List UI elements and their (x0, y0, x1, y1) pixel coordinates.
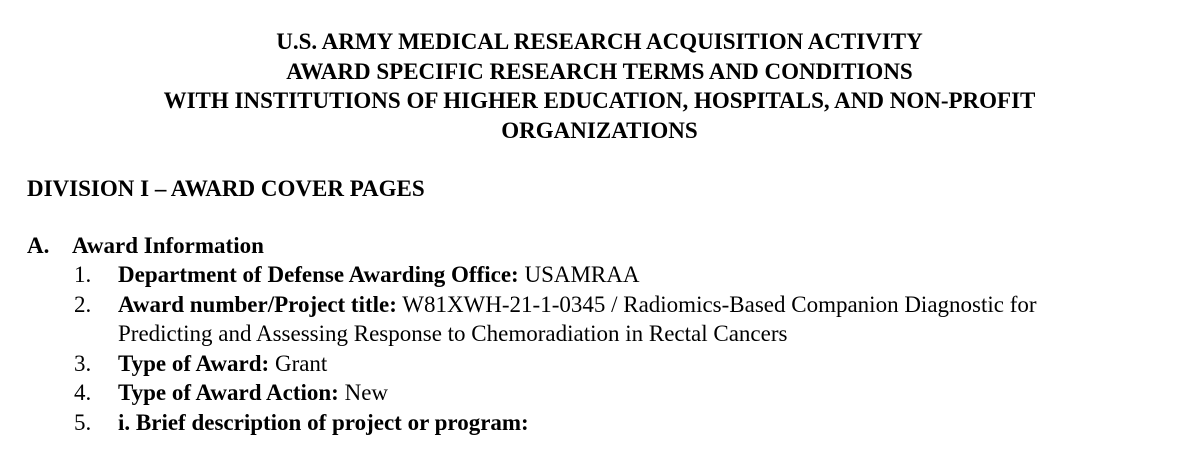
item-label: i. Brief description of project or program: (118, 409, 529, 435)
item-value: W81XWH-21-1-0345 / Radiomics-Based Companion Diagnostic for (396, 291, 1037, 317)
list-item-awarding-office (0, 260, 1199, 290)
list-item-project-description (0, 408, 1199, 438)
list-item-award-number (0, 290, 1199, 320)
item-label: Department of Defense Awarding Office: (118, 262, 519, 287)
header-line-1: U.S. ARMY MEDICAL RESEARCH ACQUISITION ACTIVITY (276, 29, 923, 54)
item-label: Type of Award: (118, 350, 270, 376)
item-value: New (338, 380, 389, 405)
item-value-continuation: Predicting and Assessing Response to Chemoradiation in Rectal Cancers (118, 321, 788, 346)
item-number: 5. (74, 409, 92, 435)
award-info-list (0, 260, 1199, 437)
section-title: Award Information (72, 233, 264, 258)
division-heading: DIVISION I – AWARD COVER PAGES (27, 176, 425, 201)
item-number: 2. (74, 291, 92, 317)
header-line-4: ORGANIZATIONS (501, 117, 698, 143)
item-label: Type of Award Action: (118, 380, 339, 405)
list-item-award-action (0, 378, 1199, 408)
document-header (0, 27, 1199, 145)
list-item-award-number-continuation (0, 319, 1199, 349)
item-number: 1. (74, 262, 92, 287)
item-value: Grant (269, 350, 328, 376)
item-label: Award number/Project title: (118, 291, 397, 317)
item-value: USAMRAA (518, 262, 640, 287)
header-line-3: WITH INSTITUTIONS OF HIGHER EDUCATION, HOSPITALS, AND NON-PROFIT (163, 88, 1036, 113)
list-item-award-type (0, 349, 1199, 379)
item-number: 3. (74, 350, 92, 376)
section-letter: A. (27, 233, 50, 258)
item-number: 4. (74, 380, 92, 405)
section-a-heading (27, 231, 264, 260)
header-line-2: AWARD SPECIFIC RESEARCH TERMS AND CONDITIONS (286, 58, 913, 84)
